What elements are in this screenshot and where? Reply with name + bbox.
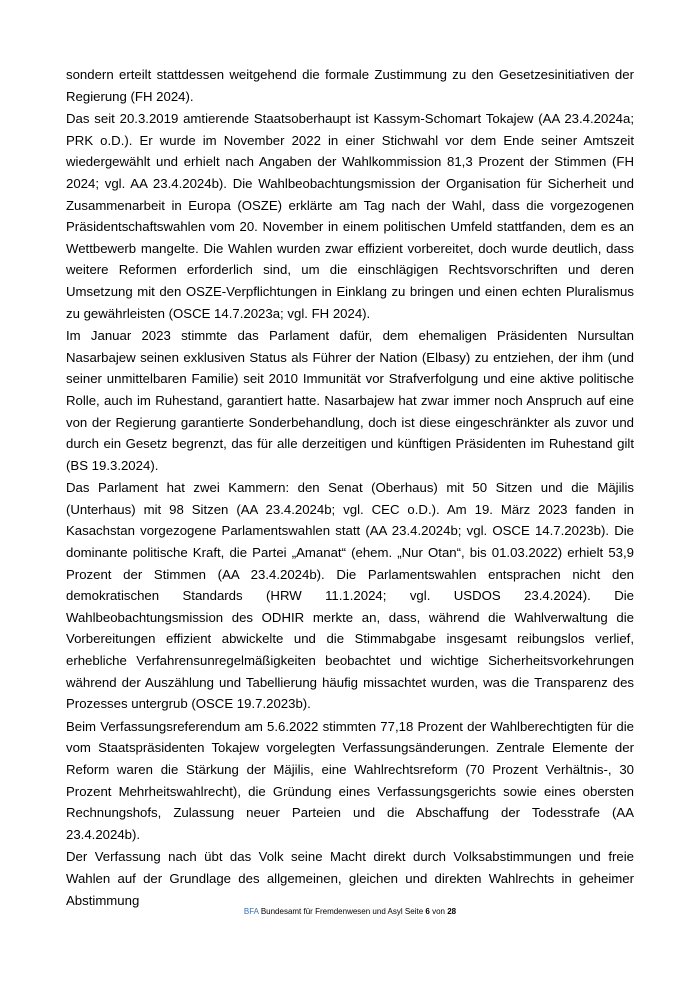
footer-org: Bundesamt für Fremdenwesen und Asyl: [260, 907, 403, 916]
page-footer: [0, 907, 700, 917]
paragraph-head-of-state: Das seit 20.3.2019 amtierende Staatsoberhaupt ist Kassym-Schomart Tokajew (AA 23.4.2024a; PRK o.D.). Er wurde im November 2022 in einer Stichwahl vor dem Ende seiner Amtszeit wiedergewählt und erhielt nach Angaben der Wahlkommission 81,3 Prozent der Stimmen (FH 2024; vgl. AA 23.4.2024b). Die Wahlbeobachtungsmission der Organisation für Sicherheit und Zusammenarbeit in Europa (OSZE) erklärte am Tag nach der Wahl, dass die vorgezogenen Präsidentschaftswahlen vom 20. November in einem politischen Umfeld stattfanden, dem es an Wettbewerb mangelte. Die Wahlen wurden zwar effizient vorbereitet, doch wurde deutlich, dass weitere Reformen erforderlich sind, um die einschlägigen Rechtsvorschriften und deren Umsetzung mit den OSZE-Verpflichtungen in Einklang zu bringen und einen echten Pluralismus zu gewährleisten (OSCE 14.7.2023a; vgl. FH 2024).: [66, 111, 634, 321]
footer-brand: BFA: [243, 907, 259, 916]
paragraph-constitution: Der Verfassung nach übt das Volk seine Macht direkt durch Volksabstimmungen und freie Wahlen auf der Grundlage des allgemeinen, gleichen und direkten Wahlrechts in geheimer Abstimmung: [66, 849, 634, 908]
paragraph-continued: sondern erteilt stattdessen weitgehend die formale Zustimmung zu den Gesetzesinitiativen der Regierung (FH 2024).: [66, 67, 634, 104]
footer-page-label: Seite: [404, 907, 424, 916]
footer-page-total: 28: [447, 907, 457, 916]
document-body: [66, 64, 634, 911]
paragraph-elbasy: Im Januar 2023 stimmte das Parlament dafür, dem ehemaligen Präsidenten Nursultan Nasarbajew seinen exklusiven Status als Führer der Nation (Elbasy) zu entziehen, der ihm (und seiner unmittelbaren Familie) seit 2010 Immunität vor Strafverfolgung und eine aktive politische Rolle, auch im Ruhestand, garantiert hatte. Nasarbajew hat zwar immer noch Anspruch auf eine von der Regierung garantierte Sonderbehandlung, doch ist diese eingeschränkter als zuvor und durch ein Gesetz begrenzt, das für alle derzeitigen und künftigen Präsidenten im Ruhestand gilt (BS 19.3.2024).: [66, 328, 634, 473]
footer-page-current: 6: [425, 907, 430, 916]
footer-page-of: von: [432, 907, 445, 916]
paragraph-parliament: Das Parlament hat zwei Kammern: den Senat (Oberhaus) mit 50 Sitzen und die Mäjilis (Unterhaus) mit 98 Sitzen (AA 23.4.2024b; vgl. CEC o.D.). Am 19. März 2023 fanden in Kasachstan vorgezogene Parlamentswahlen statt (AA 23.4.2024b; vgl. OSCE 14.7.2023b). Die dominante politische Kraft, die Partei „Amanat“ (ehem. „Nur Otan“, bis 01.03.2022) erhielt 53,9 Prozent der Stimmen (AA 23.4.2024b). Die Parlamentswahlen entsprachen nicht den demokratischen Standards (HRW 11.1.2024; vgl. USDOS 23.4.2024). Die Wahlbeobachtungsmission des ODHIR merkte an, dass, während die Wahlverwaltung die Vorbereitungen effizient abwickelte und die Stimmabgabe insgesamt reibungslos verlief, erhebliche Verfahrensunregelmäßigkeiten beobachtet und wichtige Sicherheitsvorkehrungen während der Auszählung und Tabellierung häufig missachtet wurden, was die Transparenz des Prozesses untergrub (OSCE 19.7.2023b).: [66, 480, 634, 712]
paragraph-referendum: Beim Verfassungsreferendum am 5.6.2022 stimmten 77,18 Prozent der Wahlberechtigten für die vom Staatspräsidenten Tokajew vorgelegten Verfassungsänderungen. Zentrale Elemente der Reform waren die Stärkung der Mäjilis, eine Wahlrechtsreform (70 Prozent Verhältnis-, 30 Prozent Mehrheitswahlrecht), die Gründung eines Verfassungsgerichts sowie eines obersten Rechnungshofs, Zulassung neuer Parteien und die Abschaffung der Todesstrafe (AA 23.4.2024b).: [66, 718, 634, 842]
